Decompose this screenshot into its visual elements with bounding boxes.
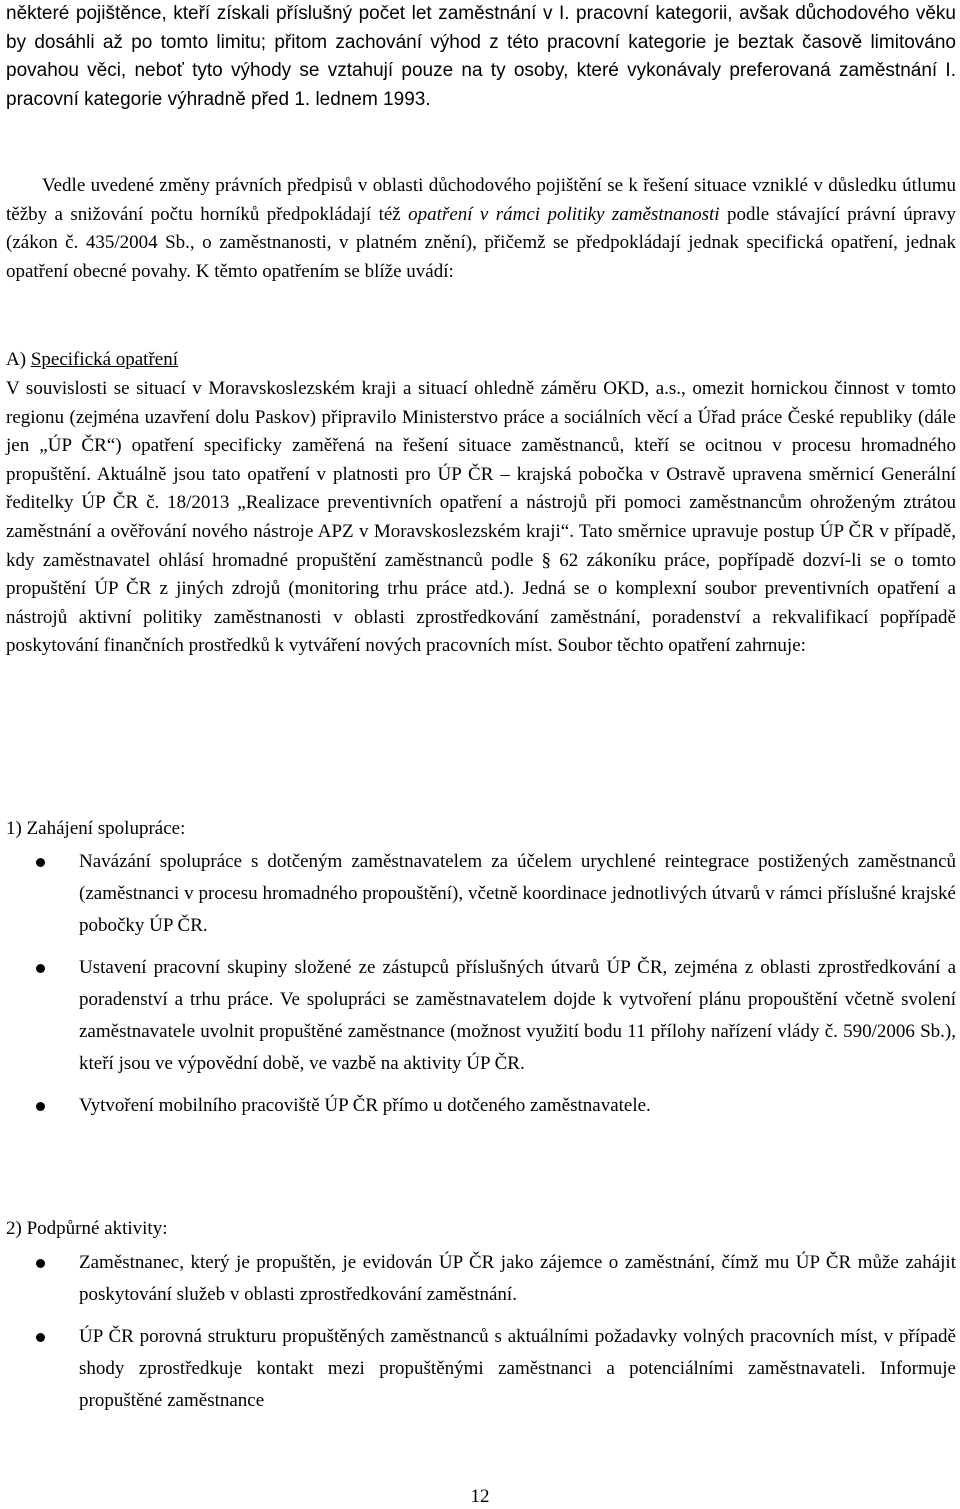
section-a-title: Specifická opatření xyxy=(30,349,178,370)
list-item-text: Zaměstnanec, který je propuštěn, je evidován ÚP ČR jako zájemce o zaměstnání, čímž mu ÚP ČR může zahájit poskytování služeb v oblasti zprostředkování zaměstnání. xyxy=(79,1252,956,1305)
section-1-heading: 1) Zahájení spolupráce: xyxy=(6,818,186,839)
list-item xyxy=(6,952,956,1080)
list-item-text: ÚP ČR porovná strukturu propuštěných zaměstnanců s aktuálními požadavky volných pracovních míst, v případě shody zprostředkuje kontakt mezi propuštěnými zaměstnanci a potenciálními zaměstnavateli. Informuje propuštěné zaměstnance xyxy=(79,1326,956,1411)
section-a-heading xyxy=(6,346,178,375)
section-2-list xyxy=(6,1247,956,1427)
list-item xyxy=(6,846,956,942)
list-item-text: Ustavení pracovní skupiny složené ze zástupců příslušných útvarů ÚP ČR, zejména z oblasti zprostředkování a poradenství a trhu práce. Ve spolupráci se zaměstnavatelem dojde k vytvoření plánu propouštění včetně svolení zaměstnavatele uvolnit propuštěné zaměstnance (možnost využití bodu 11 přílohy nařízení vlády č. 590/2006 Sb.), kteří jsou ve výpovědní době, ve vazbě na aktivity ÚP ČR. xyxy=(79,957,956,1074)
list-item xyxy=(6,1090,956,1122)
section-a-prefix: A) xyxy=(6,349,31,370)
bullet-icon xyxy=(36,1259,45,1268)
section-2-heading: 2) Podpůrné aktivity: xyxy=(6,1218,168,1239)
paragraph-specific-measures: V souvislosti se situací v Moravskoslezském kraji a situací ohledně záměru OKD, a.s., omezit hornickou činnost v tomto regionu (zejména uzavření dolu Paskov) připravilo Ministerstvo práce a sociálních věcí a Úřad práce České republiky (dále jen „ÚP ČR“) opatření specificky zaměřená na řešení situace zaměstnanců, kteří se ocitnou v procesu hromadného propuštění. Aktuálně jsou tato opatření v platnosti pro ÚP ČR – krajská pobočka v Ostravě upravena směrnicí Generální ředitelky ÚP ČR č. 18/2013 „Realizace preventivních opatření a nástrojů při pomoci zaměstnancům ohroženým ztrátou zaměstnání a ověřování nového nástroje APZ v Moravskoslezském kraji“. Tato směrnice upravuje postup ÚP ČR v případě, kdy zaměstnavatel ohlásí hromadné propuštění zaměstnanců podle § 62 zákoníku práce, popřípadě dozví-li se o tomto propuštění ÚP ČR z jiných zdrojů (monitoring trhu práce atd.). Jedná se o komplexní soubor preventivních opatření a nástrojů aktivní politiky zaměstnanosti v oblasti zprostředkování zaměstnání, poradenství a rekvalifikací popřípadě poskytování finančních prostředků k vytváření nových pracovních míst. Soubor těchto opatření zahrnuje: xyxy=(6,378,956,657)
list-item xyxy=(6,1321,956,1417)
list-item xyxy=(6,1247,956,1311)
section-1-list xyxy=(6,846,956,1132)
page-number: 12 xyxy=(470,1486,490,1507)
bullet-icon xyxy=(36,1102,45,1111)
bullet-icon xyxy=(36,964,45,973)
list-item-text: Navázání spolupráce s dotčeným zaměstnavatelem za účelem urychlené reintegrace postižených zaměstnanců (zaměstnanci v procesu hromadného propouštění), včetně koordinace jednotlivých útvarů v rámci příslušné krajské pobočky ÚP ČR. xyxy=(79,851,956,936)
paragraph-intro: některé pojištěnce, kteří získali příslušný počet let zaměstnání v I. pracovní kategorii, avšak důchodového věku by dosáhli až po tomto limitu; přitom zachování výhod z této pracovní kategorie je beztak časově limitováno povahou věci, neboť tyto výhody se vztahují pouze na ty osoby, které vykonávaly preferovaná zaměstnání I. pracovní kategorie výhradně před 1. lednem 1993. xyxy=(6,3,956,110)
paragraph-policy-part2: podle stávající právní úpravy (zákon č. 435/2004 Sb., o zaměstnanosti, v platném znění), přičemž se předpokládají jednak specifická opatření, jednak opatření obecné povahy. K těmto opatřením se blíže uvádí: xyxy=(6,203,956,282)
paragraph-policy-italic: opatření v rámci politiky zaměstnanosti xyxy=(408,203,720,225)
list-item-text: Vytvoření mobilního pracoviště ÚP ČR přímo u dotčeného zaměstnavatele. xyxy=(79,1095,651,1116)
bullet-icon xyxy=(36,858,45,867)
paragraph-policy-measures xyxy=(6,172,956,286)
bullet-icon xyxy=(36,1333,45,1342)
paragraph-policy-part1: Vedle uvedené změny právních předpisů v oblasti důchodového pojištění se k řešení situace vzniklé v důsledku útlumu těžby a snižování počtu horníků předpokládají též xyxy=(6,175,956,225)
